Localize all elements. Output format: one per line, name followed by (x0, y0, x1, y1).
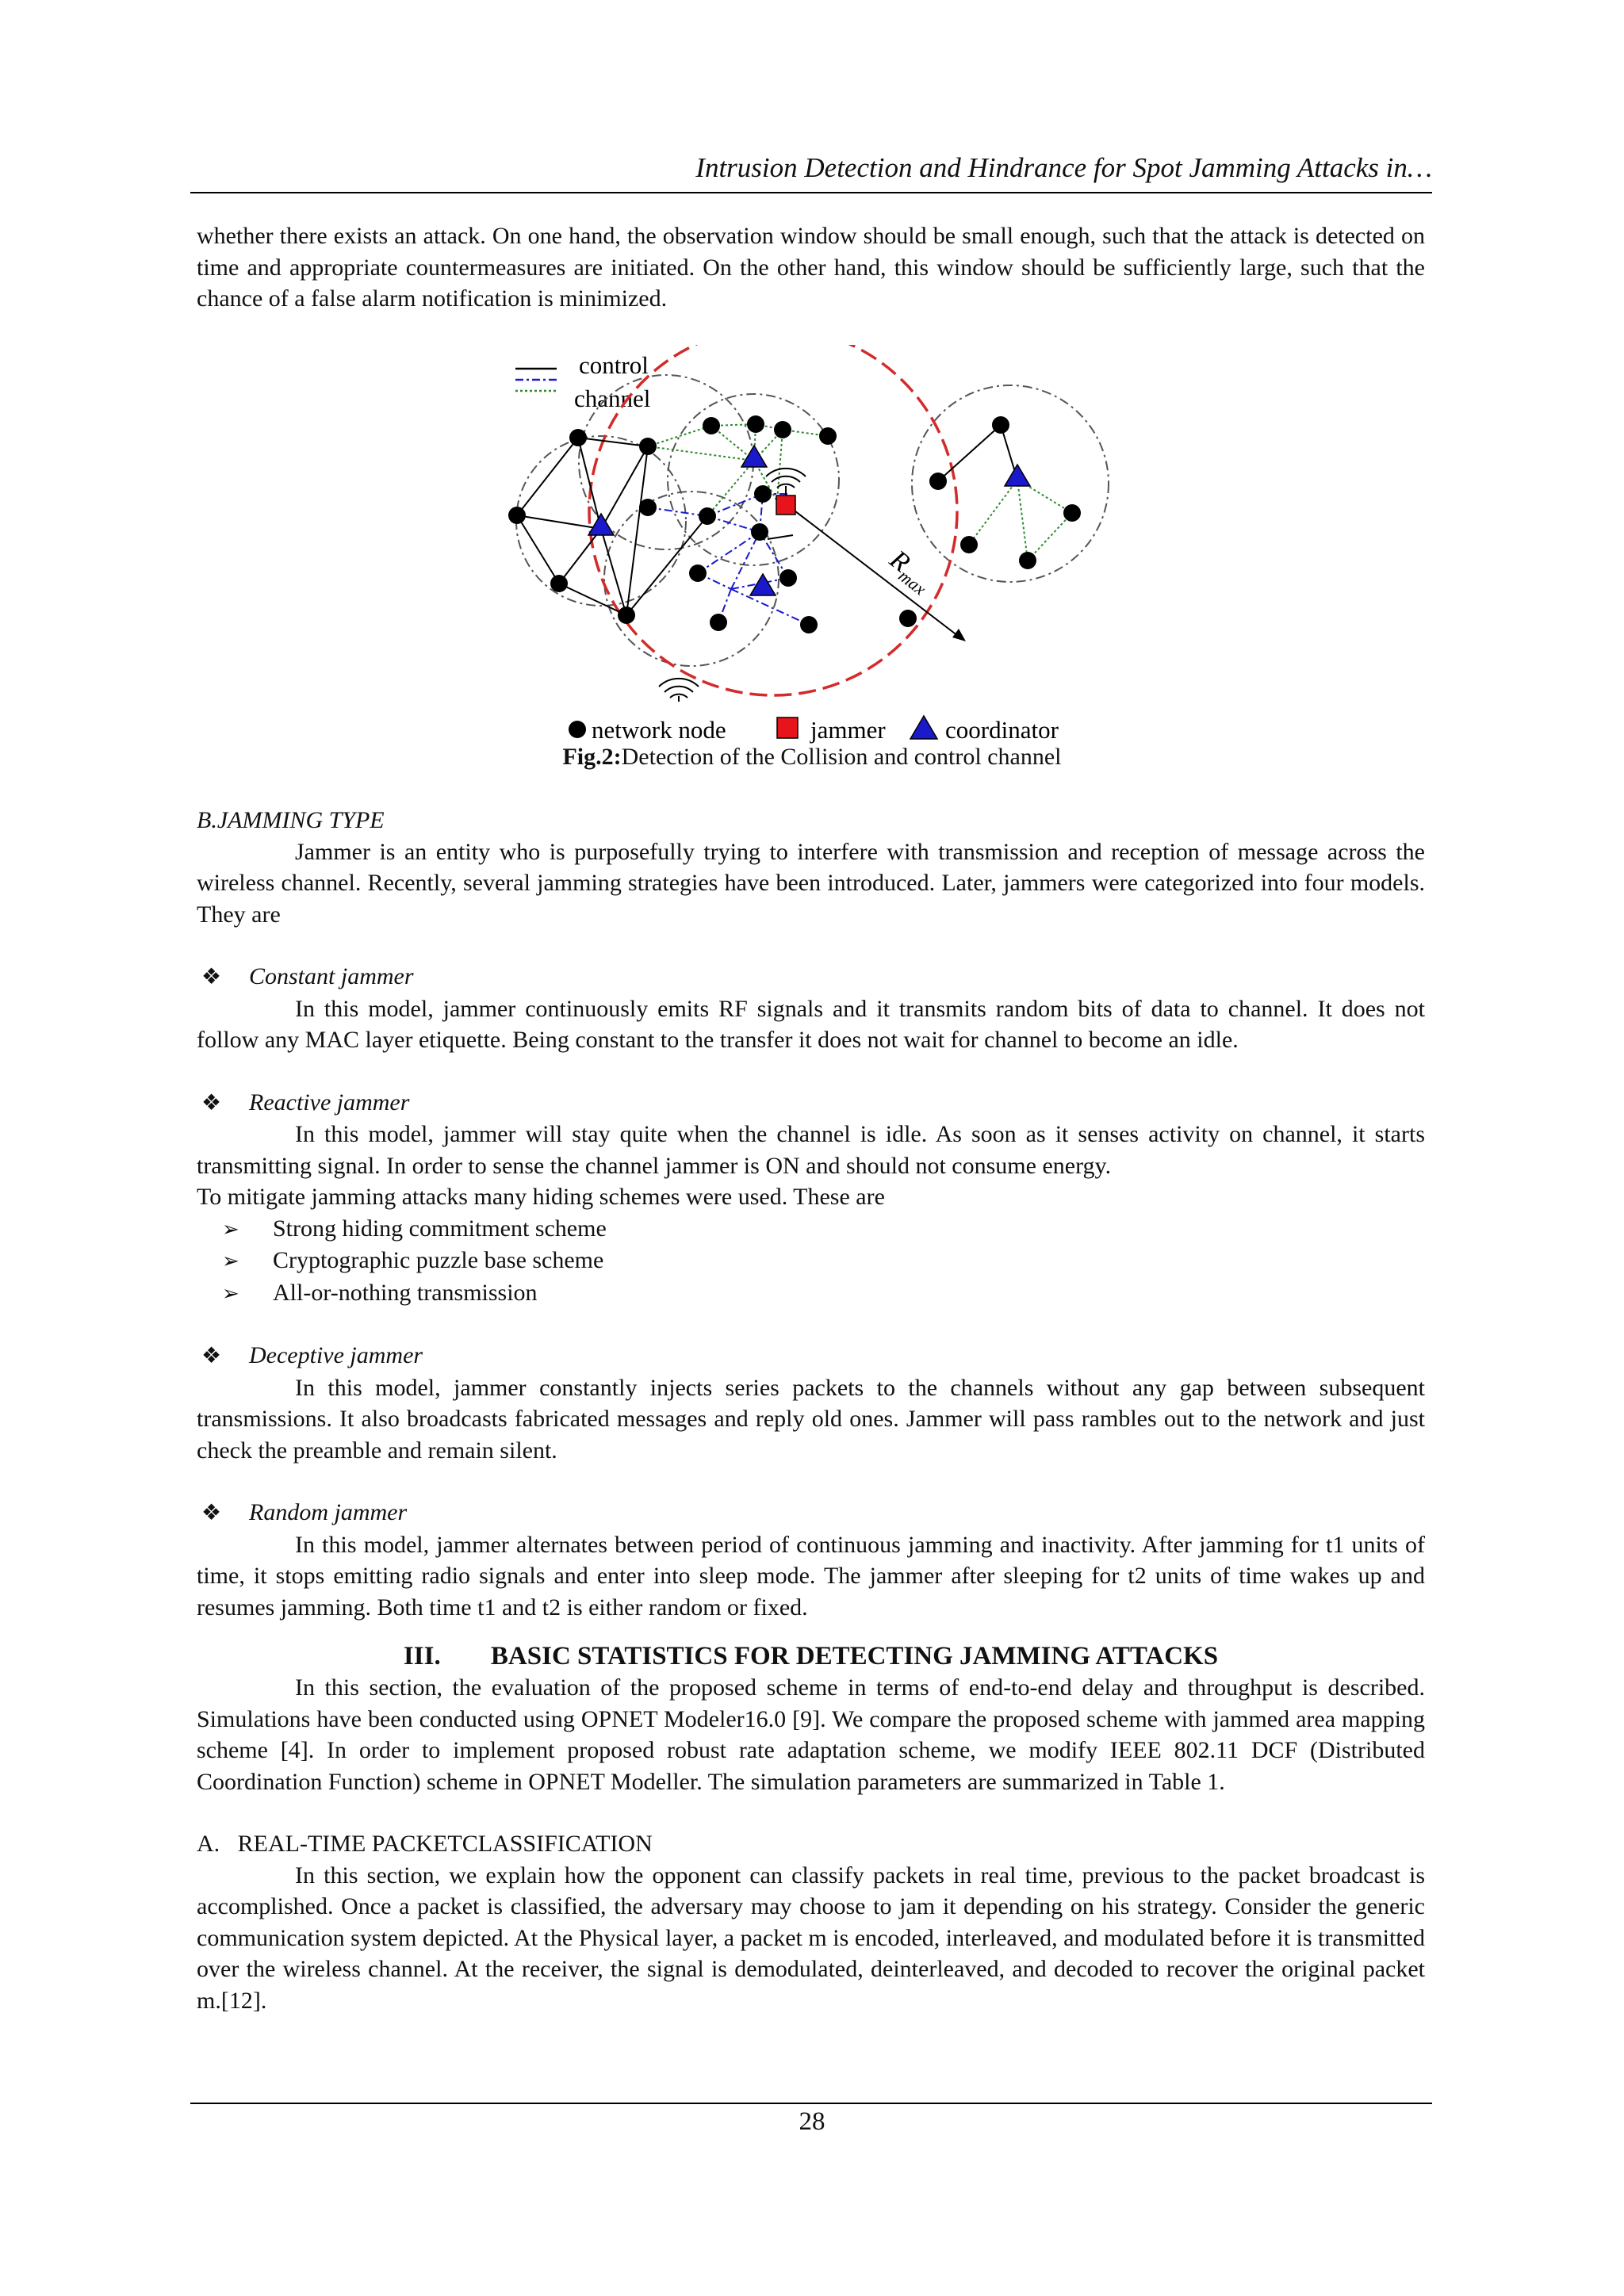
network-node (774, 421, 791, 438)
coordinator-icon (1005, 465, 1030, 486)
network-node (779, 569, 797, 587)
arrow-bullet-icon: ➢ (222, 1217, 239, 1241)
reactive-jammer-text: In this model, jammer will stay quite when the channel is idle. As soon as it senses activity on channel, it starts transmitting signal. In order to sense the channel jammer is ON and should not consume energy. (197, 1121, 1425, 1179)
link (731, 532, 760, 589)
section-b-intro: Jammer is an entity who is purposefully trying to interfere with transmission and reception of message across the wireless channel. Recently, several jamming strategies have been introduced. Later, jammers were categorized into four models. They are (197, 838, 1425, 928)
network-node (689, 564, 707, 582)
rmax-arrow-line (785, 503, 958, 636)
link (969, 480, 1017, 545)
random-jammer-text: In this model, jammer alternates between period of continuous jamming and inactivity. After jamming for t1 units of time, it stops emitting radio signals and enter into sleep mode. The jammer after sleeping for t2 units of time wakes up and resumes jamming. Both time t1 and t2 is either random or fixed. (197, 1531, 1425, 1621)
network-node (754, 485, 772, 503)
network-node (618, 607, 635, 624)
network-node (747, 415, 764, 433)
constant-jammer-heading: ❖ Constant jammer (197, 961, 1425, 993)
link (768, 535, 793, 539)
diamond-bullet-icon: ❖ (201, 1501, 222, 1525)
reactive-jammer-heading: ❖ Reactive jammer (197, 1087, 1425, 1119)
network-node (800, 616, 818, 633)
network-node (960, 536, 978, 553)
link (578, 438, 648, 446)
figure-caption (317, 744, 1307, 771)
diamond-bullet-icon: ❖ (201, 1344, 222, 1368)
legend-control: control (579, 351, 649, 379)
deceptive-jammer-text: In this model, jammer constantly injects series packets to the channels without any gap between subsequent transmissions. It also broadcasts fabricated messages and reply old ones. Jammer will pass rambles out to the network and just check the preamble and remain silent. (197, 1374, 1425, 1464)
network-node (710, 614, 727, 631)
legend-network-node: network node (592, 716, 726, 744)
antenna-signal-icon (659, 679, 699, 687)
antenna-signal-icon (772, 476, 800, 482)
figure-2 (508, 345, 1116, 773)
list-item: ➢ All-or-nothing transmission (197, 1277, 1425, 1310)
header-rule (190, 192, 1432, 193)
page-number: 28 (799, 2107, 825, 2136)
network-node (992, 416, 1009, 434)
network-node (819, 427, 837, 445)
intro-paragraph: whether there exists an attack. On one hand, the observation window should be small enough, such that the attack is detected on time and appropriate countermeasures are initiated. On the other hand, this window should be sufficiently large, such that the chance of a false alarm notification is minimized. (197, 223, 1425, 312)
network-node (899, 610, 917, 627)
arrow-bullet-icon: ➢ (222, 1281, 239, 1305)
legend-jammer-icon (777, 718, 798, 738)
network-diagram (508, 345, 1116, 773)
link (517, 515, 559, 584)
link (1028, 513, 1072, 561)
rmax-label: $R_{max}$ (884, 545, 930, 599)
random-jammer-heading: ❖ Random jammer (197, 1497, 1425, 1529)
section-iii-title: III. BASIC STATISTICS FOR DETECTING JAMMING ATTACKS (403, 1642, 1219, 1670)
link (626, 446, 648, 615)
network-node (550, 575, 568, 592)
link (1017, 480, 1028, 561)
legend-channel: channel (574, 385, 651, 412)
legend-jammer: jammer (810, 716, 886, 744)
coordinators (588, 446, 1030, 595)
diamond-bullet-icon: ❖ (201, 965, 222, 989)
constant-jammer-text: In this model, jammer continuously emits RF signals and it transmits random bits of data to channel. It does not follow any MAC layer etiquette. Being constant to the transfer it does not wait for channel to become an idle. (197, 995, 1425, 1053)
section-a-text: In this section, we explain how the opponent can classify packets in real time, previous to the packet broadcast is accomplished. Once a packet is classified, the adversary may choose to jam it depending on his strategy. Consider the generic communication system depicted. At the Physical layer, a packet m is encoded, interleaved, and modulated before it is transmitted over the wireless channel. At the receiver, the signal is demodulated, deinterleaved, and decoded to recover the original packet m.[12]. (197, 1862, 1425, 2014)
antenna-signal-icon (766, 469, 806, 476)
rmax-arrowhead (952, 629, 966, 641)
green-control-links (648, 424, 1072, 561)
link (777, 430, 783, 501)
section-b-heading: B.JAMMING TYPE (197, 807, 385, 833)
network-node (751, 523, 768, 541)
network-node (1063, 504, 1081, 522)
network-node (639, 438, 657, 455)
running-header: Intrusion Detection and Hindrance for Spot Jamming Attacks in… (695, 152, 1432, 183)
footer-rule (190, 2103, 1432, 2104)
jammer-square-icon (776, 496, 795, 515)
network-node (639, 499, 657, 516)
deceptive-jammer-heading: ❖ Deceptive jammer (197, 1340, 1425, 1372)
network-node (1019, 552, 1036, 569)
diamond-bullet-icon: ❖ (201, 1090, 222, 1115)
legend-coordinator-icon (910, 716, 937, 739)
network-node (569, 429, 587, 446)
hiding-schemes-list (197, 1213, 1425, 1310)
intro-block (197, 220, 1425, 315)
list-item: ➢ Cryptographic puzzle base scheme (197, 1245, 1425, 1277)
hiding-schemes-intro: To mitigate jamming attacks many hiding schemes were used. These are (197, 1184, 885, 1210)
network-node (929, 473, 947, 490)
caption-label: Fig.2: (562, 744, 622, 770)
link (707, 461, 754, 516)
antenna-signal-icon (665, 687, 693, 692)
main-body (197, 805, 1425, 2016)
legend-node-icon (569, 721, 586, 738)
list-item: ➢ Strong hiding commitment scheme (197, 1213, 1425, 1246)
arrow-bullet-icon: ➢ (222, 1249, 239, 1272)
network-node (508, 507, 526, 524)
legend-coordinator: coordinator (945, 716, 1059, 744)
network-node (699, 507, 716, 525)
coordinator-icon (588, 514, 614, 535)
jammer-bottom (659, 679, 699, 702)
link (648, 426, 711, 446)
network-node (703, 417, 720, 434)
caption-text: Detection of the Collision and control channel (621, 744, 1062, 770)
section-a-heading: A. REAL-TIME PACKETCLASSIFICATION (197, 1831, 653, 1857)
link (648, 507, 707, 516)
section-iii-text: In this section, the evaluation of the proposed scheme in terms of end-to-end delay and throughput is described. Simulations have been conducted using OPNET Modeler16.0 [9]. We compare the proposed scheme with jammed area mapping scheme [4]. In order to implement proposed robust rate adaptation scheme, we modify IEEE 802.11 DCF (Distributed Coordination Function) scheme in OPNET Modeller. The simulation parameters are summarized in Table 1. (197, 1674, 1425, 1795)
link (601, 446, 648, 529)
link (517, 438, 578, 515)
coordinator-icon (741, 446, 767, 467)
section-number: III. (403, 1642, 441, 1670)
